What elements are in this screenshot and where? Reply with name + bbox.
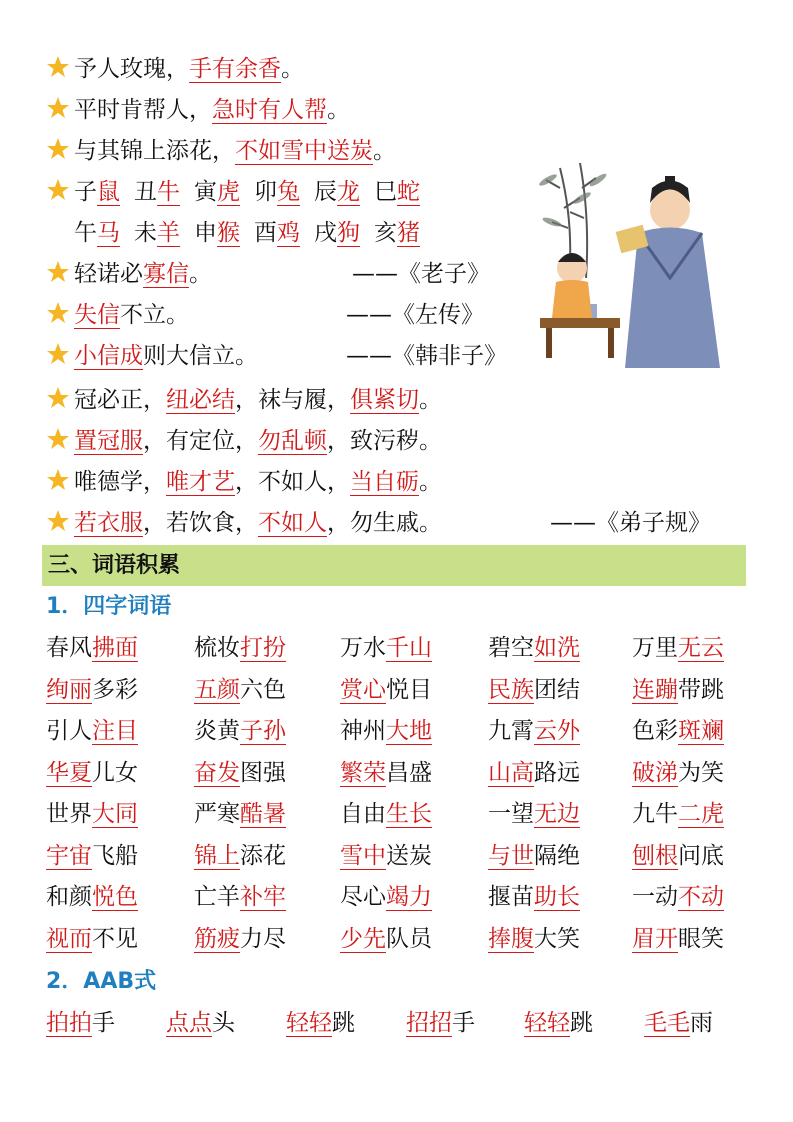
- four-char-word: [340, 921, 432, 957]
- zodiac-pair: [254, 220, 300, 246]
- word-answer: 无边: [534, 801, 580, 827]
- word-given: 自由: [340, 801, 386, 827]
- four-char-word: [632, 796, 724, 832]
- star-icon: [46, 55, 70, 79]
- quote-1-answer: 寡信: [143, 261, 189, 287]
- zodiac-animal: 猴: [217, 220, 240, 246]
- zodiac-branch: 子: [74, 179, 97, 205]
- teacher-student-illustration: [520, 158, 746, 384]
- word-answer: 破涕: [632, 759, 678, 786]
- word-answer: 繁荣: [340, 759, 386, 786]
- word-given: 雨: [690, 1010, 713, 1036]
- quote-line-1: [46, 257, 212, 291]
- four-char-word: [340, 713, 432, 749]
- zodiac-animal: 兔: [277, 179, 300, 205]
- word-given: 团结: [534, 676, 580, 703]
- child-figure-icon: [552, 253, 592, 318]
- zodiac-pair: [74, 220, 120, 246]
- dizigui-source: ——《弟子规》: [550, 510, 711, 536]
- word-answer: 筋疲: [194, 925, 240, 952]
- word-answer: 眉开: [632, 925, 678, 952]
- four-char-word: [46, 879, 138, 915]
- word-row: [46, 672, 746, 708]
- text: 冠必正，: [74, 387, 166, 413]
- word-given: 儿女: [92, 759, 138, 786]
- zodiac-branch: 巳: [374, 179, 397, 205]
- word-given: 六色: [240, 676, 286, 703]
- aab-word: [166, 1005, 235, 1041]
- word-answer: 宇宙: [46, 842, 92, 869]
- word-answer: 大同: [92, 801, 138, 827]
- teacher-figure-icon: [616, 176, 720, 368]
- word-answer: 华夏: [46, 759, 92, 786]
- zodiac-branch: 未: [134, 220, 157, 246]
- word-answer: 千山: [386, 635, 432, 661]
- word-answer: 点点: [166, 1010, 212, 1036]
- word-given: 和颜: [46, 884, 92, 910]
- four-char-word: [194, 672, 286, 708]
- word-row: [46, 879, 746, 915]
- star-icon: [46, 468, 70, 492]
- word-given: 手: [452, 1010, 475, 1036]
- word-given: 碧空: [488, 635, 534, 661]
- zodiac-branch: 亥: [374, 220, 397, 246]
- proverb-3-text: 与其锦上添花，: [74, 138, 235, 164]
- four-char-word: [488, 630, 580, 666]
- four-char-word: [488, 672, 580, 708]
- word-given: 力尽: [240, 925, 286, 952]
- four-char-word: [194, 713, 286, 749]
- four-char-word: [340, 755, 432, 791]
- zodiac-animal: 鸡: [277, 220, 300, 246]
- zodiac-pair: [374, 179, 420, 205]
- zodiac-animal: 鼠: [97, 179, 120, 205]
- zodiac-pair: [74, 179, 120, 205]
- punct: 。: [327, 97, 350, 123]
- word-given: 为笑: [678, 759, 724, 786]
- word-answer: 拂面: [92, 635, 138, 661]
- zodiac-row-2: [74, 216, 434, 250]
- zodiac-branch: 寅: [194, 179, 217, 205]
- four-char-word: [46, 755, 138, 791]
- word-answer: 补牢: [240, 884, 286, 910]
- word-row: [46, 921, 746, 957]
- four-char-word: [194, 796, 286, 832]
- word-given: 尽心: [340, 884, 386, 910]
- word-answer: 注目: [92, 718, 138, 744]
- word-row: [46, 630, 746, 666]
- four-char-word: [194, 838, 286, 874]
- word-answer: 不动: [678, 884, 724, 910]
- zodiac-pair: [374, 220, 420, 246]
- dizigui-line-3: [46, 465, 442, 499]
- text: ，袜与履，: [235, 387, 350, 413]
- word-given: 悦目: [386, 676, 432, 703]
- zodiac-pair: [134, 179, 180, 205]
- four-char-word: [46, 672, 138, 708]
- word-given: 路远: [534, 759, 580, 786]
- four-char-word: [488, 879, 580, 915]
- star-icon: [46, 509, 70, 533]
- zodiac-animal: 马: [97, 220, 120, 246]
- four-char-word: [488, 755, 580, 791]
- zodiac-branch: 辰: [314, 179, 337, 205]
- word-given: 眼笑: [678, 925, 724, 952]
- word-given: 昌盛: [386, 759, 432, 786]
- zodiac-row-1: [46, 175, 434, 209]
- word-given: 隔绝: [534, 842, 580, 869]
- four-char-word: [488, 713, 580, 749]
- word-given: 神州: [340, 718, 386, 744]
- star-icon: [46, 96, 70, 120]
- zodiac-animal: 虎: [217, 179, 240, 205]
- quote-3-text: 则大信立。: [143, 343, 258, 369]
- word-answer: 连蹦: [632, 676, 678, 703]
- quote-1-source: ——《老子》: [352, 261, 490, 287]
- word-answer: 五颜: [194, 676, 240, 703]
- aab-word: [46, 1005, 115, 1041]
- quote-2-source: ——《左传》: [346, 302, 484, 328]
- word-given: 一动: [632, 884, 678, 910]
- word-given: 世界: [46, 801, 92, 827]
- word-given: 问底: [678, 842, 724, 869]
- word-given: 九霄: [488, 718, 534, 744]
- word-answer: 山高: [488, 759, 534, 786]
- quote-2-answer: 失信: [74, 302, 120, 328]
- four-char-word: [632, 838, 724, 874]
- proverb-line-1: [46, 52, 304, 86]
- word-row: [46, 713, 746, 749]
- word-given: 万水: [340, 635, 386, 661]
- subsection-title-aab: 2．AAB式: [46, 969, 157, 994]
- star-icon: [46, 178, 70, 202]
- answer: 唯才艺: [166, 469, 235, 495]
- word-answer: 与世: [488, 842, 534, 869]
- quote-2-text: 不立。: [120, 302, 189, 328]
- quote-3-answer: 小信成: [74, 343, 143, 369]
- zodiac-animal: 牛: [157, 179, 180, 205]
- proverb-3-answer: 不如雪中送炭: [235, 138, 373, 164]
- word-answer: 民族: [488, 676, 534, 703]
- punct: 。: [189, 261, 212, 287]
- word-answer: 轻轻: [286, 1010, 332, 1036]
- word-answer: 子孙: [240, 718, 286, 744]
- zodiac-pair: [194, 179, 240, 205]
- four-char-word: [194, 755, 286, 791]
- zodiac-pair: [314, 220, 360, 246]
- word-given: 队员: [386, 925, 432, 952]
- word-answer: 毛毛: [644, 1010, 690, 1036]
- word-answer: 拍拍: [46, 1010, 92, 1036]
- answer: 纽必结: [166, 387, 235, 413]
- zodiac-pair: [134, 220, 180, 246]
- word-answer: 竭力: [386, 884, 432, 910]
- word-answer: 打扮: [240, 635, 286, 661]
- word-given: 头: [212, 1010, 235, 1036]
- text: ，有定位，: [143, 428, 258, 454]
- zodiac-branch: 午: [74, 220, 97, 246]
- quote-1-text: 轻诺必: [74, 261, 143, 287]
- word-answer: 云外: [534, 718, 580, 744]
- word-answer: 绚丽: [46, 676, 92, 703]
- word-given: 严寒: [194, 801, 240, 827]
- word-given: 送炭: [386, 842, 432, 869]
- four-char-word: [46, 796, 138, 832]
- zodiac-animal: 蛇: [397, 179, 420, 205]
- zodiac-branch: 丑: [134, 179, 157, 205]
- word-given: 跳: [570, 1010, 593, 1036]
- star-icon: [46, 260, 70, 284]
- text: ，致污秽。: [327, 428, 442, 454]
- quote-3-source: ——《韩非子》: [346, 343, 507, 369]
- quote-line-2: [46, 298, 189, 332]
- aab-word: [524, 1005, 593, 1041]
- punct: 。: [419, 387, 442, 413]
- word-answer: 斑斓: [678, 718, 724, 744]
- four-char-word: [340, 630, 432, 666]
- zodiac-branch: 卯: [254, 179, 277, 205]
- word-answer: 大地: [386, 718, 432, 744]
- word-given: 色彩: [632, 718, 678, 744]
- proverb-1-answer: 手有余香: [189, 56, 281, 82]
- text: ，勿生戚。: [327, 510, 442, 536]
- answer: 勿乱顿: [258, 428, 327, 454]
- four-char-word: [46, 921, 138, 957]
- word-row: [46, 838, 746, 874]
- word-answer: 悦色: [92, 884, 138, 910]
- zodiac-pair: [194, 220, 240, 246]
- zodiac-branch: 申: [194, 220, 217, 246]
- word-given: 春风: [46, 635, 92, 661]
- word-given: 飞船: [92, 842, 138, 869]
- section-title: 三、词语积累: [48, 553, 181, 578]
- four-char-word: [194, 630, 286, 666]
- four-char-word: [340, 672, 432, 708]
- four-char-word: [46, 838, 138, 874]
- punct: 。: [373, 138, 396, 164]
- word-answer: 二虎: [678, 801, 724, 827]
- word-answer: 招招: [406, 1010, 452, 1036]
- word-given: 亡羊: [194, 884, 240, 910]
- subsection-title-four-char: 1．四字词语: [46, 594, 172, 619]
- four-char-word: [488, 838, 580, 874]
- answer: 若衣服: [74, 510, 143, 536]
- aab-word: [406, 1005, 475, 1041]
- word-answer: 捧腹: [488, 925, 534, 952]
- aab-word: [644, 1005, 713, 1041]
- zodiac-pair: [254, 179, 300, 205]
- proverb-2-text: 平时肯帮人，: [74, 97, 212, 123]
- word-answer: 酷暑: [240, 801, 286, 827]
- dizigui-line-2: [46, 424, 442, 458]
- word-answer: 刨根: [632, 842, 678, 869]
- four-char-word: [46, 630, 138, 666]
- proverb-2-answer: 急时有人帮: [212, 97, 327, 123]
- dizigui-line-4: [46, 506, 442, 540]
- quote-line-3: [46, 339, 258, 373]
- text: ，若饮食，: [143, 510, 258, 536]
- answer: 俱紧切: [350, 387, 419, 413]
- word-given: 不见: [92, 925, 138, 952]
- word-answer: 奋发: [194, 759, 240, 786]
- word-answer: 助长: [534, 884, 580, 910]
- proverb-1-text: 予人玫瑰，: [74, 56, 189, 82]
- four-char-word: [632, 755, 724, 791]
- text: 唯德学，: [74, 469, 166, 495]
- aab-word: [286, 1005, 355, 1041]
- four-char-word: [46, 713, 138, 749]
- star-icon: [46, 342, 70, 366]
- text: ，不如人，: [235, 469, 350, 495]
- word-answer: 雪中: [340, 842, 386, 869]
- word-row: [46, 796, 746, 832]
- star-icon: [46, 386, 70, 410]
- word-given: 带跳: [678, 676, 724, 703]
- dizigui-line-1: [46, 383, 442, 417]
- word-given: 引人: [46, 718, 92, 744]
- aab-word-row: [46, 1005, 746, 1041]
- four-char-word: [340, 796, 432, 832]
- zodiac-branch: 酉: [254, 220, 277, 246]
- word-answer: 生长: [386, 801, 432, 827]
- word-given: 揠苗: [488, 884, 534, 910]
- star-icon: [46, 427, 70, 451]
- word-given: 跳: [332, 1010, 355, 1036]
- star-icon: [46, 301, 70, 325]
- four-char-word: [632, 672, 724, 708]
- punct: 。: [281, 56, 304, 82]
- zodiac-animal: 羊: [157, 220, 180, 246]
- proverb-line-3: [46, 134, 396, 168]
- four-char-word: [632, 921, 724, 957]
- word-answer: 赏心: [340, 676, 386, 703]
- word-answer: 如洗: [534, 635, 580, 661]
- word-given: 梳妆: [194, 635, 240, 661]
- answer: 置冠服: [74, 428, 143, 454]
- word-given: 图强: [240, 759, 286, 786]
- zodiac-pair: [314, 179, 360, 205]
- word-given: 九牛: [632, 801, 678, 827]
- four-char-word: [488, 796, 580, 832]
- section-header: [42, 545, 746, 586]
- word-row: [46, 755, 746, 791]
- proverb-line-2: [46, 93, 350, 127]
- zodiac-animal: 狗: [337, 220, 360, 246]
- four-char-word: [632, 630, 724, 666]
- word-answer: 无云: [678, 635, 724, 661]
- zodiac-animal: 龙: [337, 179, 360, 205]
- four-char-word: [194, 879, 286, 915]
- zodiac-branch: 戌: [314, 220, 337, 246]
- four-char-word: [340, 879, 432, 915]
- word-given: 多彩: [92, 676, 138, 703]
- word-given: 添花: [240, 842, 286, 869]
- word-given: 手: [92, 1010, 115, 1036]
- word-answer: 轻轻: [524, 1010, 570, 1036]
- word-answer: 视而: [46, 925, 92, 952]
- four-char-word: [632, 713, 724, 749]
- answer: 当自砺: [350, 469, 419, 495]
- word-given: 大笑: [534, 925, 580, 952]
- four-char-word: [632, 879, 724, 915]
- word-given: 一望: [488, 801, 534, 827]
- word-given: 万里: [632, 635, 678, 661]
- zodiac-animal: 猪: [397, 220, 420, 246]
- word-answer: 锦上: [194, 842, 240, 869]
- punct: 。: [419, 469, 442, 495]
- star-icon: [46, 137, 70, 161]
- word-answer: 少先: [340, 925, 386, 952]
- four-char-word: [340, 838, 432, 874]
- four-char-word: [488, 921, 580, 957]
- four-char-word: [194, 921, 286, 957]
- word-given: 炎黄: [194, 718, 240, 744]
- answer: 不如人: [258, 510, 327, 536]
